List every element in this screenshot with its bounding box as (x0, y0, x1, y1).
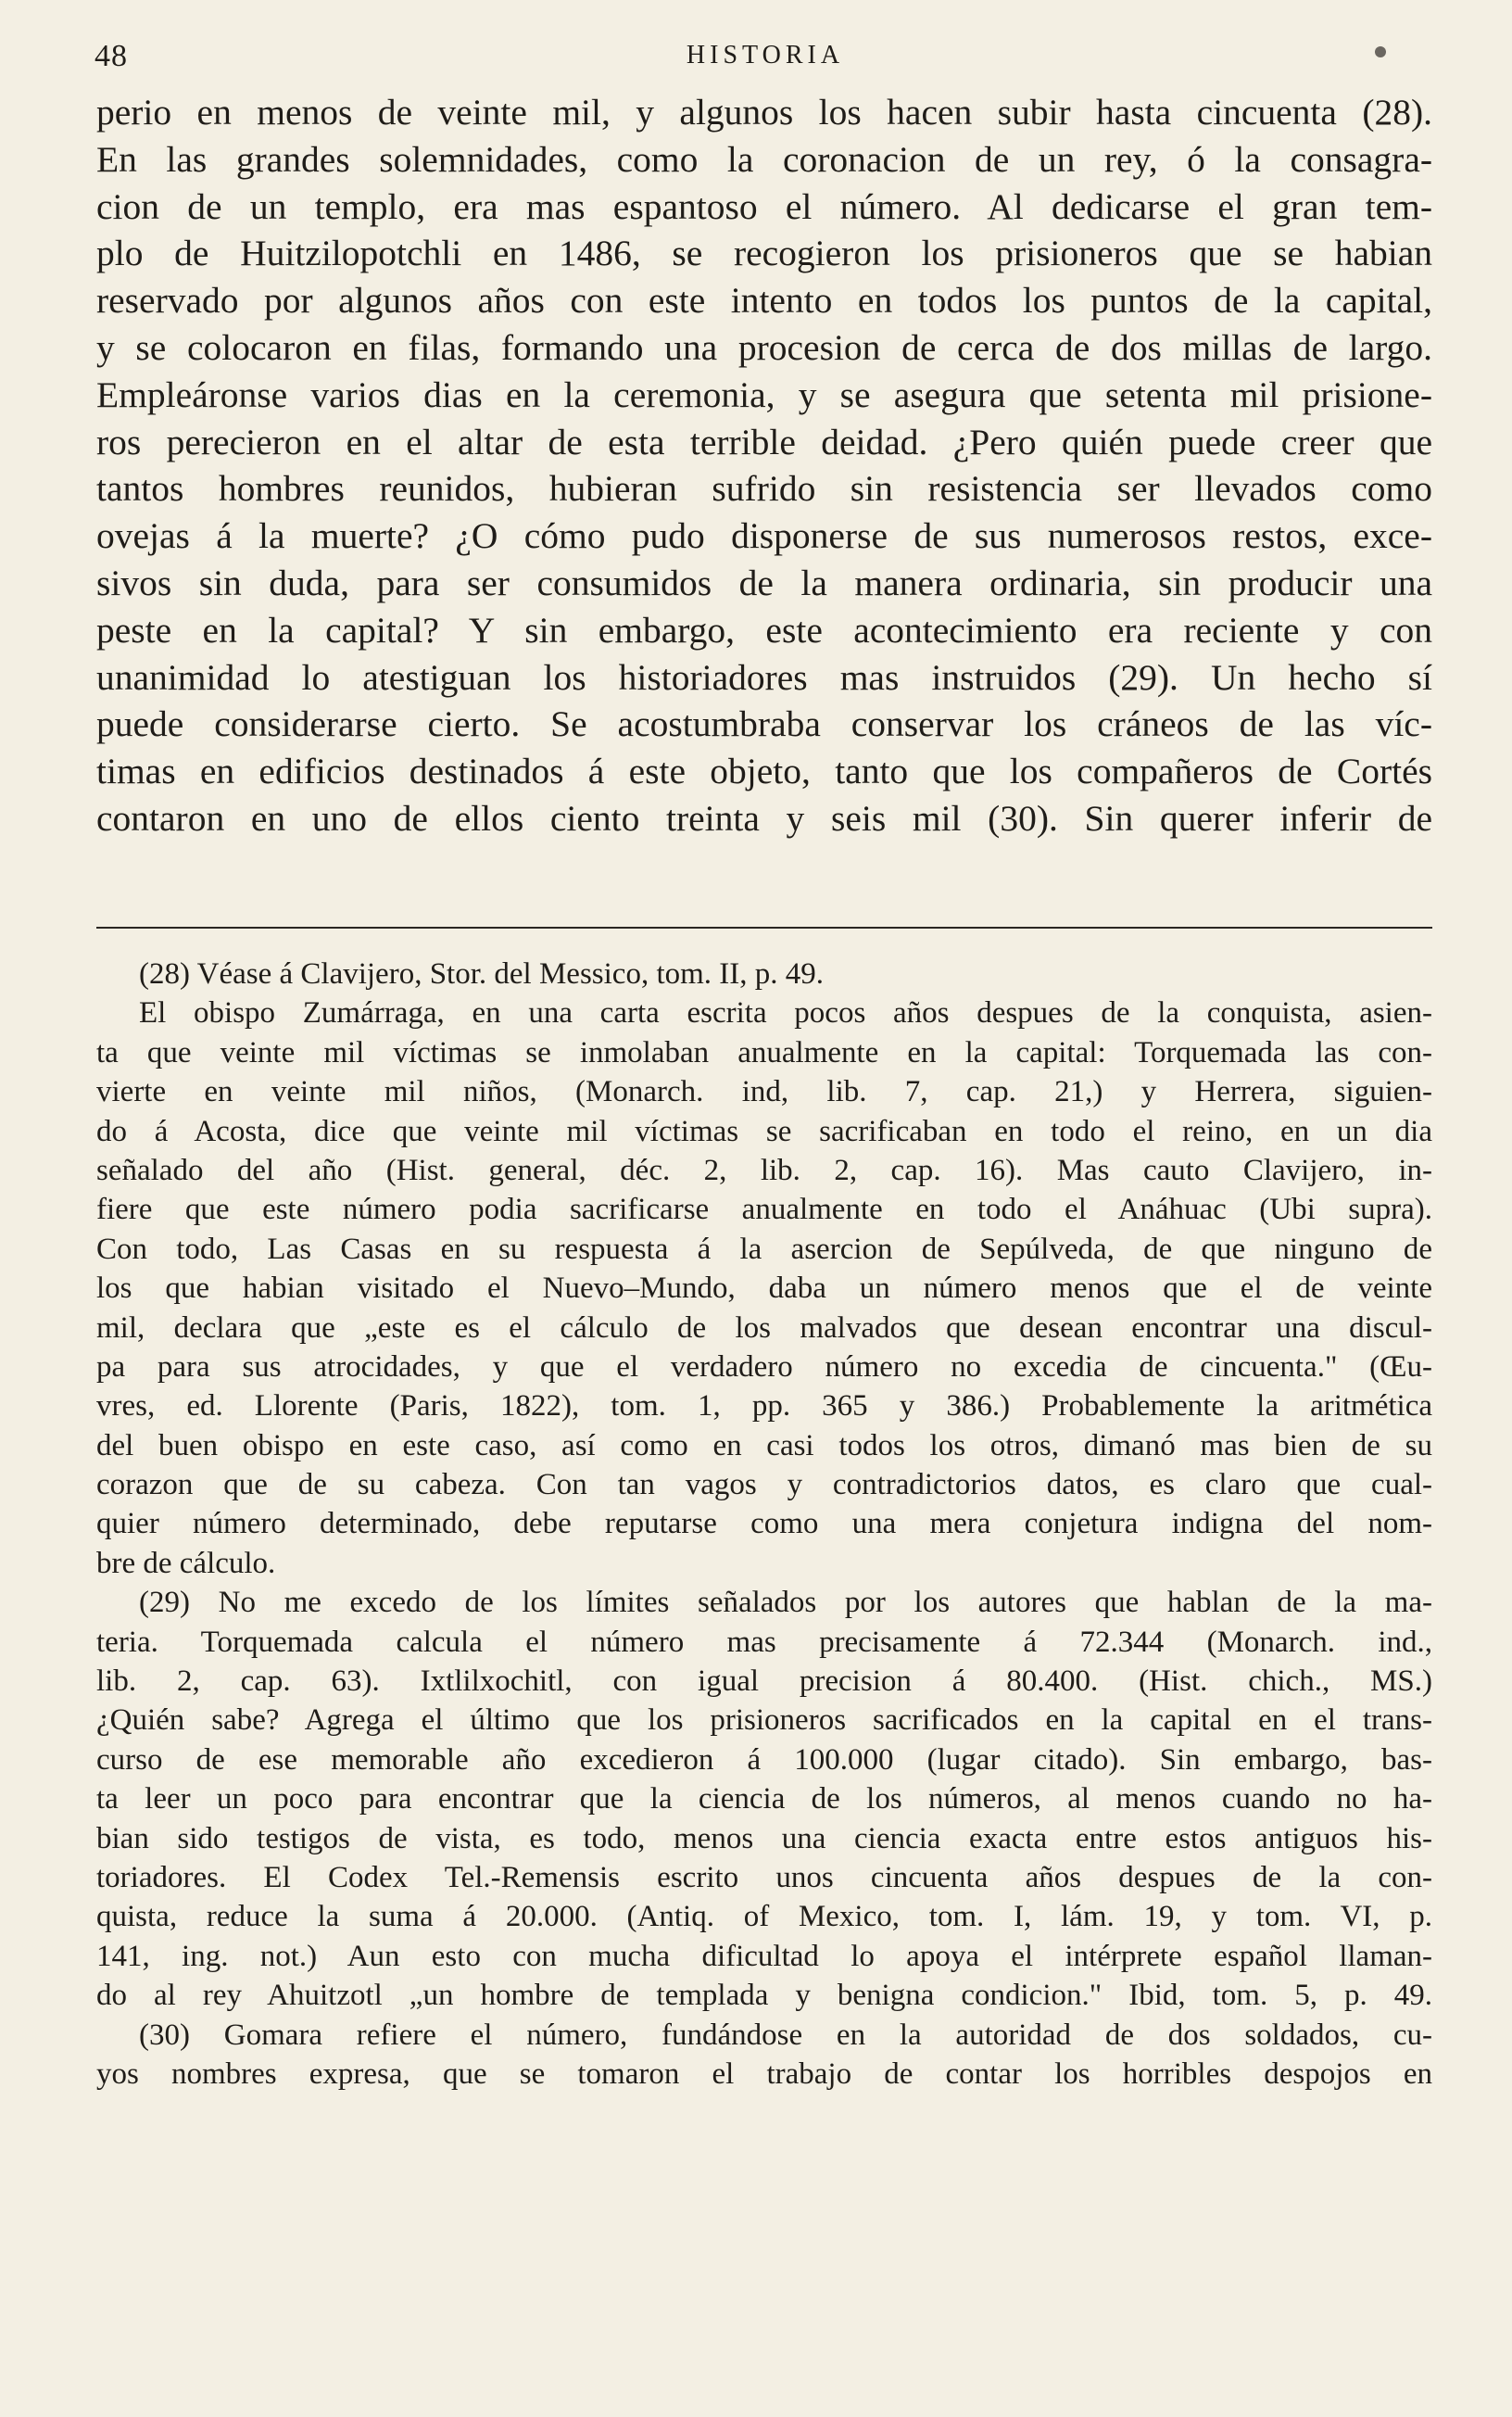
main-text-line: reservado por algunos años con este intento en todos los puntos de la capital, (96, 280, 1432, 322)
main-text-line: timas en edificios destinados á este objeto, tanto que los compañeros de Cortés (96, 751, 1432, 792)
footnote-line: vres, ed. Llorente (Paris, 1822), tom. 1, pp. 365 y 386.) Probablemente la aritmética (96, 1389, 1432, 1424)
main-text-line: y se colocaron en filas, formando una procesion de cerca de dos millas de largo. (96, 326, 1432, 368)
footnote-line: ta que veinte mil víctimas se inmolaban anualmente en la capital: Torquemada las con- (96, 1035, 1432, 1069)
footnote-line: vierte en veinte mil niños, (Monarch. ind, lib. 7, cap. 21,) y Herrera, siguien- (96, 1075, 1432, 1109)
footnote-line: mil, declara que „este es el cálculo de los malvados que desean encontrar una discul- (96, 1310, 1432, 1345)
footnote-line: señalado del año (Hist. general, déc. 2, lib. 2, cap. 16). Mas cauto Clavijero, in- (96, 1153, 1432, 1187)
main-text-line: sivos sin duda, para ser consumidos de la manera ordinaria, sin producir una (96, 562, 1432, 603)
main-text-line: cion de un templo, era mas espantoso el número. Al dedicarse el gran tem- (96, 185, 1432, 227)
footnote-29-line: (29) No me excedo de los límites señalados por los autores que hablan de la ma- (139, 1586, 1432, 1620)
footnote-line: quier número determinado, debe reputarse como una mera conjetura indigna del nom- (96, 1507, 1432, 1541)
page-number: 48 (94, 39, 128, 73)
footnote-line: fiere que este número podia sacrificarse anualmente en todo el Anáhuac (Ubi supra). (96, 1193, 1432, 1227)
footnote-30-line: (30) Gomara refiere el número, fundándose en la autoridad de dos soldados, cu- (139, 2018, 1432, 2052)
footnote-line: quista, reduce la suma á 20.000. (Antiq. of Mexico, tom. I, lám. 19, y tom. VI, p. (96, 1900, 1432, 1934)
main-text-line: peste en la capital? Y sin embargo, este acontecimiento era reciente y con (96, 609, 1432, 651)
footnote-line: ta leer un poco para encontrar que la ciencia de los números, al menos cuando no ha- (96, 1782, 1432, 1816)
footnote-line: Con todo, Las Casas en su respuesta á la asercion de Sepúlveda, de que ninguno de (96, 1232, 1432, 1266)
main-text-line: tantos hombres reunidos, hubieran sufrido sin resistencia ser llevados como (96, 468, 1432, 510)
footnote-line: yos nombres expresa, que se tomaron el trabajo de contar los horribles despojos en (96, 2056, 1432, 2091)
footnote-line: do al rey Ahuitzotl „un hombre de templada y benigna condicion." Ibid, tom. 5, p. 49. (96, 1979, 1432, 2013)
footnote-line: del buen obispo en este caso, así como en casi todos los otros, dimanó mas bien de su (96, 1428, 1432, 1462)
footnote-line: los que habian visitado el Nuevo–Mundo, daba un número menos que el de veinte (96, 1272, 1432, 1306)
main-text-line: En las grandes solemnidades, como la coronacion de un rey, ó la consagra- (96, 138, 1432, 180)
footnote-line: bre de cálculo. (96, 1546, 276, 1580)
ink-spot (1375, 46, 1386, 57)
main-text-line: ros perecieron en el altar de esta terrible deidad. ¿Pero quién puede creer que (96, 421, 1432, 462)
main-text-line: contaron en uno de ellos ciento treinta y seis mil (30). Sin querer inferir de (96, 797, 1432, 839)
main-text-line: puede considerarse cierto. Se acostumbraba conservar los cráneos de las víc- (96, 703, 1432, 745)
main-text-line: plo de Huitzilopotchli en 1486, se recogieron los prisioneros que se habian (96, 233, 1432, 274)
footnote-line: ¿Quién sabe? Agrega el último que los prisioneros sacrificados en la capital en el trans- (96, 1703, 1432, 1738)
footnote-line: corazon que de su cabeza. Con tan vagos y contradictorios datos, es claro que cual- (96, 1468, 1432, 1502)
footnote-line: do á Acosta, dice que veinte mil víctimas se sacrificaban en todo el reino, en un dia (96, 1114, 1432, 1148)
footnote-line: pa para sus atrocidades, y que el verdadero número no excedia de cincuenta." (Œu- (96, 1349, 1432, 1384)
main-text-line: Empleáronse varios dias en la ceremonia, y se asegura que setenta mil prisione- (96, 373, 1432, 415)
main-text-line: ovejas á la muerte? ¿O cómo pudo disponerse de sus numerosos restos, exce- (96, 515, 1432, 557)
running-head (94, 39, 1436, 76)
main-text-line: unanimidad lo atestiguan los historiadores mas instruidos (29). Un hecho sí (96, 656, 1432, 698)
footnotes (96, 955, 1432, 2094)
main-text (96, 89, 1432, 842)
footnote-line: bian sido testigos de vista, es todo, menos una ciencia exacta entre estos antiguos his- (96, 1821, 1432, 1855)
main-text-line: perio en menos de veinte mil, y algunos los hacen subir hasta cincuenta (28). (96, 92, 1432, 133)
footnote-line: 141, ing. not.) Aun esto con mucha dificultad lo apoya el intérprete español llaman- (96, 1939, 1432, 1973)
footnote-line: curso de ese memorable año excedieron á 100.000 (lugar citado). Sin embargo, bas- (96, 1742, 1432, 1777)
footnote-28-heading: (28) Véase á Clavijero, Stor. del Messico, tom. II, p. 49. (139, 957, 825, 991)
footnote-line: toriadores. El Codex Tel.-Remensis escrito unos cincuenta años despues de la con- (96, 1860, 1432, 1894)
footnote-divider (96, 927, 1432, 929)
footnote-line: teria. Torquemada calcula el número mas precisamente á 72.344 (Monarch. ind., (96, 1625, 1432, 1659)
footnote-line: El obispo Zumárraga, en una carta escrita pocos años despues de la conquista, asien- (139, 996, 1432, 1031)
running-title: HISTORIA (686, 41, 845, 70)
footnote-line: lib. 2, cap. 63). Ixtlilxochitl, con igual precision á 80.400. (Hist. chich., MS.) (96, 1664, 1432, 1699)
